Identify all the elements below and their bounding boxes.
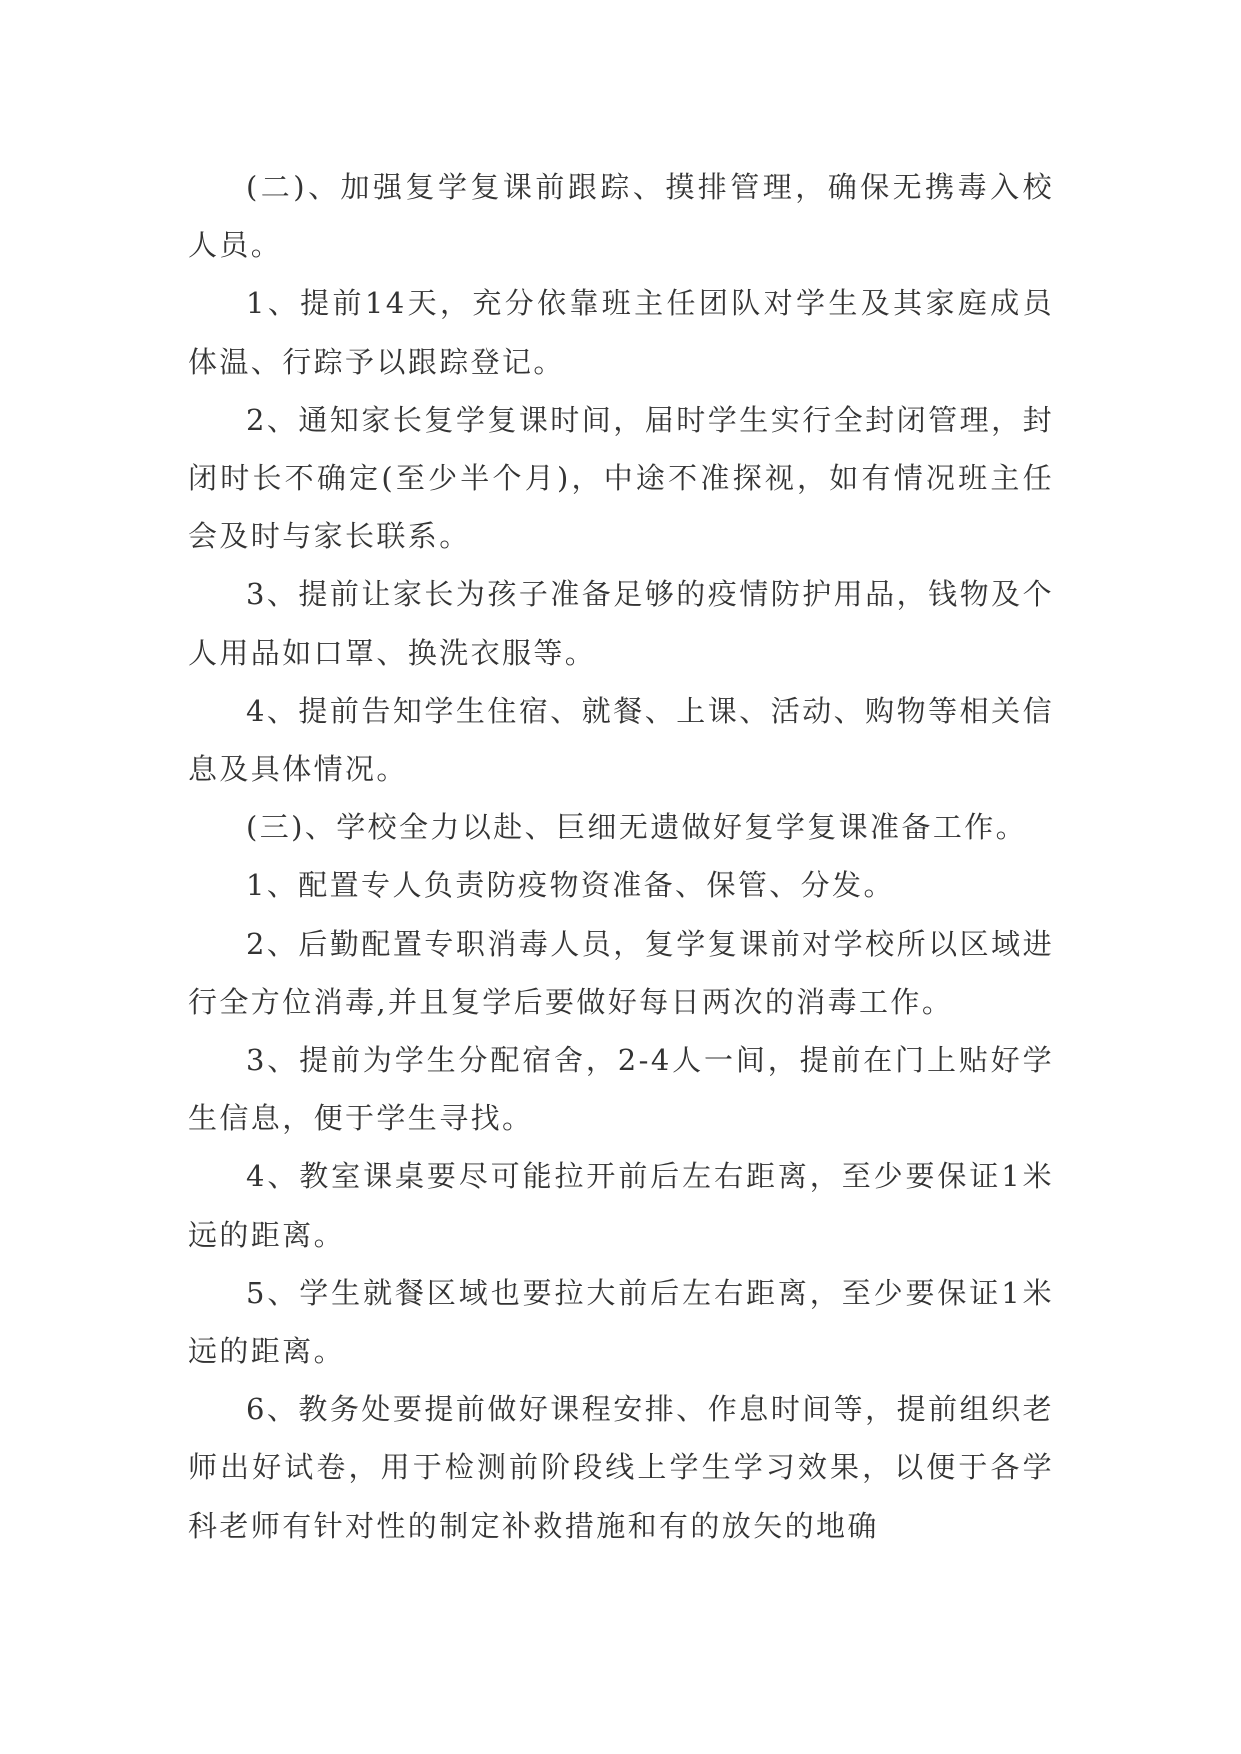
paragraph-item: 4、教室课桌要尽可能拉开前后左右距离，至少要保证1米远的距离。 — [188, 1159, 1054, 1252]
paragraph-item: 5、学生就餐区域也要拉大前后左右距离，至少要保证1米远的距离。 — [188, 1275, 1054, 1369]
paragraph-item: 1、提前14天，充分依靠班主任团队对学生及其家庭成员体温、行踪予以跟踪登记。 — [188, 286, 1054, 379]
paragraph-item: 2、后勤配置专职消毒人员，复学复课前对学校所以区域进行全方位消毒,并且复学后要做好每日两次的消毒工作。 — [188, 926, 1054, 1019]
paragraph-item: 6、教务处要提前做好课程安排、作息时间等，提前组织老师出好试卷，用于检测前阶段线上学生学习效果，以便于各学科老师有针对性的制定补救措施和有的放矢的地确 — [188, 1392, 1054, 1543]
document-body — [188, 158, 1054, 1555]
paragraph-item: 2、通知家长复学复课时间，届时学生实行全封闭管理，封闭时长不确定(至少半个月)，中途不准探视，如有情况班主任会及时与家长联系。 — [188, 402, 1054, 554]
paragraph-item: 4、提前告知学生住宿、就餐、上课、活动、购物等相关信息及具体情况。 — [188, 693, 1054, 787]
paragraph-section-2-heading: (二)、加强复学复课前跟踪、摸排管理，确保无携毒入校人员。 — [188, 170, 1054, 263]
paragraph-item: 1、配置专人负责防疫物资准备、保管、分发。 — [246, 868, 895, 903]
paragraph-item: 3、提前为学生分配宿舍，2-4人一间，提前在门上贴好学生信息，便于学生寻找。 — [188, 1043, 1054, 1136]
paragraph-item: 3、提前让家长为孩子准备足够的疫情防护用品，钱物及个人用品如口罩、换洗衣服等。 — [188, 577, 1054, 670]
paragraph-section-3-heading: (三)、学校全力以赴、巨细无遗做好复学复课准备工作。 — [246, 810, 1028, 845]
